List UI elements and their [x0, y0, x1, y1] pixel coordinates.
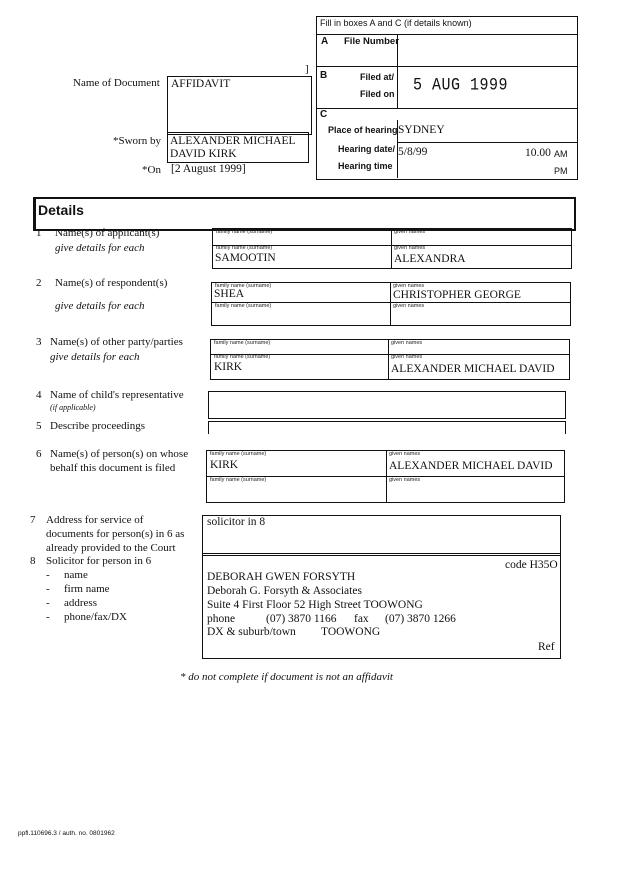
- item-8-fax-label: fax: [354, 613, 369, 625]
- item-6-given-caption-b: given names: [389, 477, 421, 483]
- place-of-hearing-value: SYDNEY: [398, 124, 445, 136]
- item-1-family-caption-b: family name (surname): [216, 245, 273, 251]
- item-7-label-line2: documents for person(s) in 6 as: [46, 528, 185, 540]
- filing-box-title: Fill in boxes A and C (if details known): [320, 18, 472, 28]
- item-2-family-caption-a: family name (surname): [215, 283, 272, 289]
- item-8-phone-label: phone: [207, 613, 236, 625]
- item-2-label: Name(s) of respondent(s): [55, 277, 168, 289]
- pm-label: PM: [554, 166, 568, 176]
- item-8-phone-value: (07) 3870 1166: [266, 613, 337, 625]
- item-8-sub-name: name: [64, 569, 88, 581]
- item-1-family-caption-a: family name (surname): [216, 229, 273, 235]
- hearing-time-label: Hearing time: [338, 161, 393, 171]
- item-3-given-caption-a: given names: [391, 340, 423, 346]
- item-1-given-caption-a: given names: [394, 229, 426, 235]
- box-c-letter: C: [320, 109, 328, 120]
- item-2-family-caption-b: family name (surname): [215, 303, 272, 309]
- name-of-document-value: AFFIDAVIT: [171, 78, 231, 90]
- item-6-family-value: KIRK: [210, 459, 239, 471]
- filed-on-label: Filed on: [360, 89, 395, 99]
- item-8-number: 8: [30, 555, 36, 567]
- item-1-given-caption-b: given names: [394, 245, 426, 251]
- item-3-family-caption-b: family name (surname): [214, 354, 271, 360]
- item-6-number: 6: [36, 448, 42, 460]
- item-7-label-line3: already provided to the Court: [46, 542, 176, 554]
- item-3-family-value: KIRK: [214, 361, 243, 373]
- hearing-date-label: Hearing date/: [338, 144, 396, 154]
- filed-stamp: 5 AUG 1999: [413, 75, 509, 96]
- item-8-label: Solicitor for person in 6: [46, 555, 152, 567]
- item-1-family-value: SAMOOTIN: [215, 252, 276, 264]
- item-8-dash-1: -: [46, 569, 50, 581]
- item-8-sub-address: address: [64, 597, 97, 609]
- hearing-time-value: 10.00: [525, 147, 551, 159]
- place-of-hearing-label: Place of hearing: [328, 125, 398, 135]
- bracket-mark: ]: [305, 63, 309, 75]
- item-8-dash-3: -: [46, 597, 50, 609]
- item-3-family-caption-a: family name (surname): [214, 340, 271, 346]
- item-8-address: Suite 4 First Floor 52 High Street TOOWONG: [207, 599, 423, 611]
- item-2-given-caption-b: given names: [393, 303, 425, 309]
- box-a-letter: A: [321, 36, 329, 47]
- item-2-number: 2: [36, 277, 42, 289]
- item-1-hint: give details for each: [55, 242, 145, 254]
- item-2-given-caption-a: given names: [393, 283, 425, 289]
- item-8-firm-name: Deborah G. Forsyth & Associates: [207, 585, 362, 597]
- details-heading-bar: [33, 197, 576, 231]
- item-3-hint: give details for each: [50, 351, 140, 363]
- item-6-given-value: ALEXANDER MICHAEL DAVID: [389, 460, 553, 472]
- affidavit-footnote: * do not complete if document is not an affidavit: [180, 671, 393, 683]
- item-7-label-line1: Address for service of: [46, 514, 144, 526]
- item-3-given-value: ALEXANDER MICHAEL DAVID: [391, 363, 555, 375]
- item-8-dx-value: TOOWONG: [321, 626, 381, 638]
- item-8-sub-firm: firm name: [64, 583, 110, 595]
- item-8-code: code H35O: [505, 559, 558, 571]
- item-6-family-caption-a: family name (surname): [210, 451, 267, 457]
- sworn-by-line1: ALEXANDER MICHAEL: [170, 135, 296, 147]
- am-label: AM: [554, 149, 568, 159]
- box-b-letter: B: [320, 70, 328, 81]
- item-7-number: 7: [30, 514, 36, 526]
- file-number-label: File Number: [344, 36, 399, 47]
- item-5-number: 5: [36, 420, 42, 432]
- item-4-number: 4: [36, 389, 42, 401]
- item-8-solicitor-name: DEBORAH GWEN FORSYTH: [207, 571, 356, 583]
- item-4-label: Name of child's representative: [50, 389, 184, 401]
- item-8-dx-label: DX & suburb/town: [207, 626, 296, 638]
- item-3-number: 3: [36, 336, 42, 348]
- item-2-hint: give details for each: [55, 300, 145, 312]
- item-6-label-line2: behalf this document is filed: [50, 462, 176, 474]
- sworn-on-label: *On: [142, 164, 161, 176]
- name-of-document-label: Name of Document: [73, 77, 160, 89]
- filed-at-label: Filed at/: [360, 72, 395, 82]
- item-2-given-value: CHRISTOPHER GEORGE: [393, 289, 521, 301]
- sworn-on-value: [2 August 1999]: [171, 163, 246, 175]
- item-1-label: Name(s) of applicant(s): [55, 227, 160, 239]
- details-heading: Details: [38, 202, 84, 218]
- item-6-given-caption-a: given names: [389, 451, 421, 457]
- form-footer-code: ppfl.110696.3 / auth. no. 0801962: [18, 830, 115, 837]
- hearing-date-value: 5/8/99: [398, 146, 428, 158]
- item-5-box: [208, 421, 566, 434]
- item-8-dash-2: -: [46, 583, 50, 595]
- item-7-value: solicitor in 8: [207, 516, 266, 528]
- item-4-hint: (if applicable): [50, 403, 96, 412]
- item-5-label: Describe proceedings: [50, 420, 145, 432]
- item-3-label: Name(s) of other party/parties: [50, 336, 183, 348]
- item-1-given-value: ALEXANDRA: [394, 253, 466, 265]
- item-6-family-caption-b: family name (surname): [210, 477, 267, 483]
- item-8-dash-4: -: [46, 611, 50, 623]
- item-2-family-value: SHEA: [214, 288, 245, 300]
- sworn-by-line2: DAVID KIRK: [170, 148, 237, 160]
- item-3-given-caption-b: given names: [391, 354, 423, 360]
- item-6-label-line1: Name(s) of person(s) on whose: [50, 448, 189, 460]
- item-8-fax-value: (07) 3870 1266: [385, 613, 456, 625]
- item-1-number: 1: [36, 227, 42, 239]
- item-8-sub-phone: phone/fax/DX: [64, 611, 127, 623]
- item-8-ref-label: Ref: [538, 641, 555, 653]
- item-4-box: [208, 391, 566, 419]
- sworn-by-label: *Sworn by: [113, 135, 161, 147]
